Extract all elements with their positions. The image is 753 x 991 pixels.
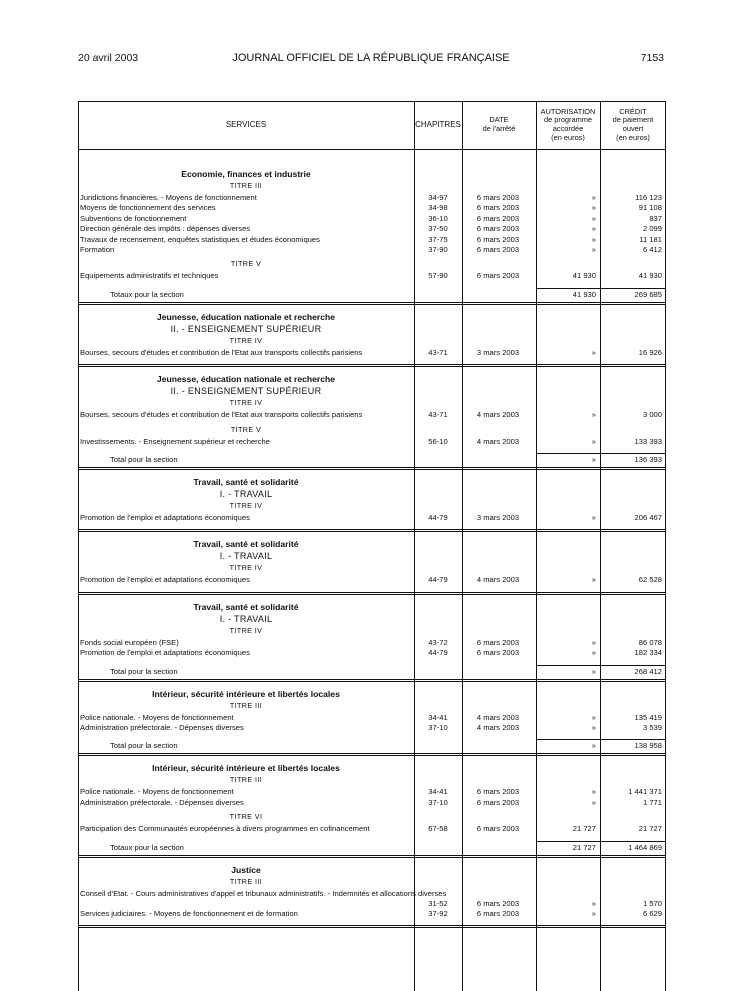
total-text: Total pour la section (110, 741, 178, 751)
section-title: Intérieur, sécurité intérieure et libertés locales (152, 763, 340, 774)
total-rule (536, 288, 666, 289)
autorisation-cell: » (591, 648, 596, 658)
service-label (80, 909, 412, 919)
autorisation-cell: » (591, 712, 596, 722)
titre-heading: TITRE III (229, 876, 263, 886)
running-head (78, 52, 664, 66)
date-cell: 6 mars 2003 (476, 824, 520, 834)
column-header-credit: CRÉDIT de paiement ouvert (en euros) (612, 106, 654, 142)
section-title: Jeunesse, éducation nationale et recherche (156, 374, 336, 385)
chapitre-cell: 37-50 (428, 224, 448, 234)
service-text: Subventions de fonctionnement (80, 213, 187, 223)
page-number: 7153 (640, 52, 664, 64)
service-label (80, 787, 412, 797)
date-cell: 6 mars 2003 (476, 213, 520, 223)
titre-heading: TITRE III (229, 700, 263, 710)
service-text: Travaux de recensement, enquêtes statistiques et études économiques (80, 234, 320, 244)
titre-heading: TITRE III (229, 181, 263, 190)
chapitre-cell: 34-41 (428, 712, 448, 722)
total-row (78, 290, 666, 300)
date-cell: 4 mars 2003 (476, 410, 520, 420)
service-label (80, 410, 412, 420)
table-row (78, 193, 666, 203)
section-title: Travail, santé et solidarité (193, 539, 299, 550)
chapitre-cell: 43-72 (428, 637, 448, 647)
chapitre-cell: 34-97 (428, 193, 448, 202)
autorisation-cell: » (591, 436, 596, 446)
service-text: Services judiciaires. - Moyens de fonctionnement et de formation (80, 908, 298, 918)
credit-cell: 91 108 (638, 203, 662, 213)
total-autorisation: » (591, 741, 596, 751)
section-rule (78, 855, 666, 856)
section-title: Intérieur, sécurité intérieure et libertés locales (152, 688, 340, 699)
titre-heading: TITRE IV (229, 501, 263, 510)
date-cell: 6 mars 2003 (476, 245, 520, 254)
section-rule (78, 594, 666, 595)
section-subtitle: II. - ENSEIGNEMENT SUPÉRIEUR (170, 323, 322, 334)
autorisation-cell: » (591, 245, 596, 254)
date-cell: 6 mars 2003 (476, 787, 520, 797)
total-rule (536, 739, 666, 740)
date-cell: 6 mars 2003 (476, 234, 520, 244)
service-text: Administration préfectorale. - Dépenses diverses (80, 723, 244, 732)
column-header-chapitres: CHAPITRES (415, 119, 461, 129)
total-rule (536, 665, 666, 666)
credit-cell: 6 629 (642, 908, 662, 918)
section-subtitle: I. - TRAVAIL (219, 613, 273, 624)
date-cell: 4 mars 2003 (476, 575, 520, 585)
section-rule (78, 304, 666, 305)
table-row (78, 214, 666, 224)
total-label (110, 843, 412, 853)
autorisation-cell: 21 727 (572, 824, 596, 834)
service-label (80, 513, 412, 523)
date-cell: 4 mars 2003 (476, 723, 520, 732)
chapitre-cell: 36-10 (428, 213, 448, 223)
section-rule (78, 592, 666, 593)
chapitre-cell: 37-75 (428, 234, 448, 244)
credit-cell: 135 419 (634, 712, 662, 722)
table-row (78, 203, 666, 213)
table-row (78, 787, 666, 797)
chapitre-cell: 37-92 (428, 908, 448, 918)
section-rule (78, 529, 666, 530)
table-row (78, 410, 666, 420)
total-credit: 136 393 (634, 455, 662, 464)
leader-dots (80, 252, 412, 253)
total-text: Totaux pour la section (110, 842, 184, 852)
service-label (80, 203, 412, 213)
autorisation-cell: » (591, 637, 596, 647)
total-autorisation: 41 930 (572, 289, 596, 299)
total-credit: 138 958 (634, 741, 662, 751)
service-text: Bourses, secours d'études et contribution de l'Etat aux transports collectifs parisiens (80, 410, 363, 420)
table-row (78, 235, 666, 245)
total-credit: 1 464 869 (628, 842, 662, 852)
autorisation-cell: » (591, 193, 596, 202)
service-text: Police nationale. - Moyens de fonctionnement (80, 712, 234, 722)
section-title: Economie, finances et industrie (181, 169, 311, 179)
total-label (110, 741, 412, 751)
service-text: Participation des Communautés européennes à divers programmes en cofinancement (80, 824, 370, 834)
titre-heading: TITRE IV (229, 335, 263, 345)
credit-cell: 3 000 (642, 410, 662, 420)
autorisation-cell: » (591, 898, 596, 908)
table-row (78, 271, 666, 281)
section-rule (78, 364, 666, 365)
service-label (80, 214, 412, 224)
total-row (78, 843, 666, 853)
column-header-date: DATE de l'arrêté (482, 115, 516, 133)
total-text: Total pour la section (110, 455, 178, 464)
autorisation-cell: » (591, 797, 596, 807)
chapitre-cell: 56-10 (428, 436, 448, 446)
table-row (78, 713, 666, 723)
service-label (80, 271, 412, 281)
total-credit: 268 412 (634, 666, 662, 676)
total-rule (536, 841, 666, 842)
credit-cell: 1 570 (642, 898, 662, 908)
date-cell: 6 mars 2003 (476, 203, 520, 213)
service-text: Direction générale des impôts : dépenses diverses (80, 224, 251, 234)
credits-table (78, 101, 666, 991)
table-row (78, 245, 666, 255)
section-rule (78, 753, 666, 754)
service-label (80, 193, 412, 203)
service-label (80, 575, 412, 585)
service-label (80, 638, 412, 648)
service-label (80, 798, 412, 808)
header-date: 20 avril 2003 (78, 52, 139, 64)
table-row (78, 723, 666, 733)
section-rule (78, 679, 666, 680)
section-rule (78, 302, 666, 303)
autorisation-cell: » (591, 234, 596, 244)
autorisation-cell: » (591, 347, 596, 357)
total-label (110, 455, 412, 465)
section-rule (78, 366, 666, 367)
total-autorisation: » (591, 455, 596, 464)
autorisation-cell: » (591, 908, 596, 918)
service-label (80, 245, 412, 255)
service-label (80, 648, 412, 658)
service-text: Juridictions financières. - Moyens de fonctionnement (80, 193, 257, 202)
section-rule (78, 755, 666, 756)
total-label (110, 667, 412, 677)
service-text: Fonds social européen (FSE) (80, 637, 179, 647)
titre-heading: TITRE V (230, 259, 262, 269)
titre-heading: TITRE V (230, 424, 262, 434)
section-rule (78, 469, 666, 470)
journal-title: JOURNAL OFFICIEL DE LA RÉPUBLIQUE FRANÇAISE (232, 52, 510, 64)
titre-heading: TITRE IV (229, 398, 263, 408)
table-row (78, 513, 666, 523)
chapitre-cell: 34-98 (428, 203, 448, 213)
section-rule (78, 531, 666, 532)
section-rule (78, 925, 666, 926)
section-subtitle: I. - TRAVAIL (219, 551, 273, 562)
service-text: Formation (80, 245, 115, 254)
service-label (80, 437, 412, 447)
credit-cell: 116 123 (635, 193, 662, 202)
table-row (78, 575, 666, 585)
section-title: Travail, santé et solidarité (193, 477, 299, 487)
credit-cell: 62 528 (638, 575, 662, 585)
column-header-services: SERVICES (225, 119, 267, 129)
service-text: Promotion de l'emploi et adaptations économiques (80, 513, 250, 522)
table-row (78, 889, 666, 909)
credit-cell: 2 099 (642, 224, 662, 234)
credit-cell: 837 (649, 213, 662, 223)
titre-heading: TITRE IV (229, 625, 263, 635)
date-cell: 6 mars 2003 (476, 193, 520, 202)
date-cell: 3 mars 2003 (476, 513, 520, 522)
chapitre-cell: 43-71 (428, 410, 448, 420)
autorisation-cell: » (591, 213, 596, 223)
service-text: Promotion de l'emploi et adaptations économiques (80, 575, 250, 585)
chapitre-cell: 43-71 (428, 347, 448, 357)
credit-cell: 3 539 (642, 723, 662, 732)
table-row (78, 638, 666, 648)
date-cell: 4 mars 2003 (476, 712, 520, 722)
autorisation-cell: » (591, 513, 596, 522)
section-title: Travail, santé et solidarité (193, 601, 299, 612)
date-cell: 6 mars 2003 (476, 637, 520, 647)
table-row (78, 824, 666, 834)
service-text: Administration préfectorale. - Dépenses diverses (80, 797, 244, 807)
section-title: Jeunesse, éducation nationale et recherche (156, 311, 336, 322)
service-text: Investissements. - Enseignement supérieur et recherche (80, 436, 270, 446)
total-text: Totaux pour la section (110, 289, 184, 299)
table-row (78, 224, 666, 234)
table-row (78, 909, 666, 919)
section-rule (78, 927, 666, 928)
date-cell: 3 mars 2003 (476, 347, 520, 357)
total-credit: 269 685 (634, 289, 662, 299)
credit-cell: 41 930 (638, 271, 662, 281)
date-cell: 4 mars 2003 (476, 436, 520, 446)
total-rule (536, 453, 666, 454)
credit-cell: 86 078 (638, 637, 662, 647)
chapitre-cell: 44-79 (428, 648, 448, 658)
date-cell: 6 mars 2003 (476, 797, 520, 807)
date-cell: 6 mars 2003 (476, 271, 520, 281)
section-rule (78, 467, 666, 468)
column-header-autorisation: AUTORISATION de programme accordée (en euros) (540, 106, 596, 142)
chapitre-cell: 37-90 (428, 245, 448, 254)
service-label (80, 824, 412, 834)
service-label: Conseil d'Etat. - Cours administratives d'appel et tribunaux administratifs. - Indemnités et allocations diverses (80, 888, 447, 898)
date-cell: 6 mars 2003 (476, 908, 520, 918)
service-label (80, 235, 412, 245)
table-row (78, 437, 666, 447)
credit-cell: 206 467 (634, 513, 662, 522)
chapitre-cell: 31-52 (428, 898, 448, 908)
total-label (110, 290, 412, 300)
table-row (78, 348, 666, 358)
date-cell: 6 mars 2003 (476, 224, 520, 234)
service-text: Police nationale. - Moyens de fonctionnement (80, 787, 234, 797)
section-subtitle: I. - TRAVAIL (219, 489, 273, 499)
section-rule (78, 681, 666, 682)
autorisation-cell: » (591, 575, 596, 585)
credit-cell: 1 771 (642, 797, 662, 807)
chapitre-cell: 44-79 (428, 513, 448, 522)
autorisation-cell: » (591, 723, 596, 732)
service-label (80, 224, 412, 234)
autorisation-cell: 41 930 (572, 271, 596, 281)
service-label (80, 348, 412, 358)
autorisation-cell: » (591, 410, 596, 420)
header-rule (78, 149, 666, 150)
date-cell: 6 mars 2003 (476, 648, 520, 658)
autorisation-cell: » (591, 787, 596, 797)
credit-cell: 16 926 (638, 347, 662, 357)
service-text: Equipements administratifs et techniques (80, 271, 219, 281)
service-label (80, 723, 412, 733)
section-rule (78, 857, 666, 858)
total-autorisation: » (591, 666, 596, 676)
titre-heading: TITRE IV (229, 563, 263, 573)
titre-heading: TITRE III (229, 775, 263, 785)
credit-cell: 11 181 (639, 234, 662, 244)
table-row (78, 648, 666, 658)
credit-cell: 6 412 (642, 245, 662, 254)
date-cell: 6 mars 2003 (476, 898, 520, 908)
chapitre-cell: 34-41 (428, 787, 448, 797)
section-subtitle: II. - ENSEIGNEMENT SUPÉRIEUR (170, 386, 322, 397)
autorisation-cell: » (591, 224, 596, 234)
chapitre-cell: 44-79 (428, 575, 448, 585)
service-label (80, 713, 412, 723)
total-text: Total pour la section (110, 666, 178, 676)
chapitre-cell: 67-58 (428, 824, 448, 834)
credit-cell: 133 393 (634, 436, 662, 446)
total-autorisation: 21 727 (572, 842, 596, 852)
autorisation-cell: » (591, 203, 596, 213)
table-row (78, 798, 666, 808)
credit-cell: 21 727 (638, 824, 662, 834)
service-text: Bourses, secours d'études et contribution de l'Etat aux transports collectifs parisiens (80, 347, 363, 357)
service-text: Moyens de fonctionnement des services (80, 203, 216, 213)
credit-cell: 182 334 (634, 648, 662, 658)
chapitre-cell: 37-10 (428, 723, 448, 732)
total-row (78, 741, 666, 751)
total-row (78, 455, 666, 465)
total-row (78, 667, 666, 677)
service-text: Promotion de l'emploi et adaptations économiques (80, 648, 250, 658)
section-title: Justice (231, 864, 261, 875)
chapitre-cell: 57-90 (428, 271, 448, 281)
chapitre-cell: 37-10 (428, 797, 448, 807)
credit-cell: 1 441 371 (628, 787, 662, 797)
titre-heading: TITRE VI (229, 812, 263, 822)
